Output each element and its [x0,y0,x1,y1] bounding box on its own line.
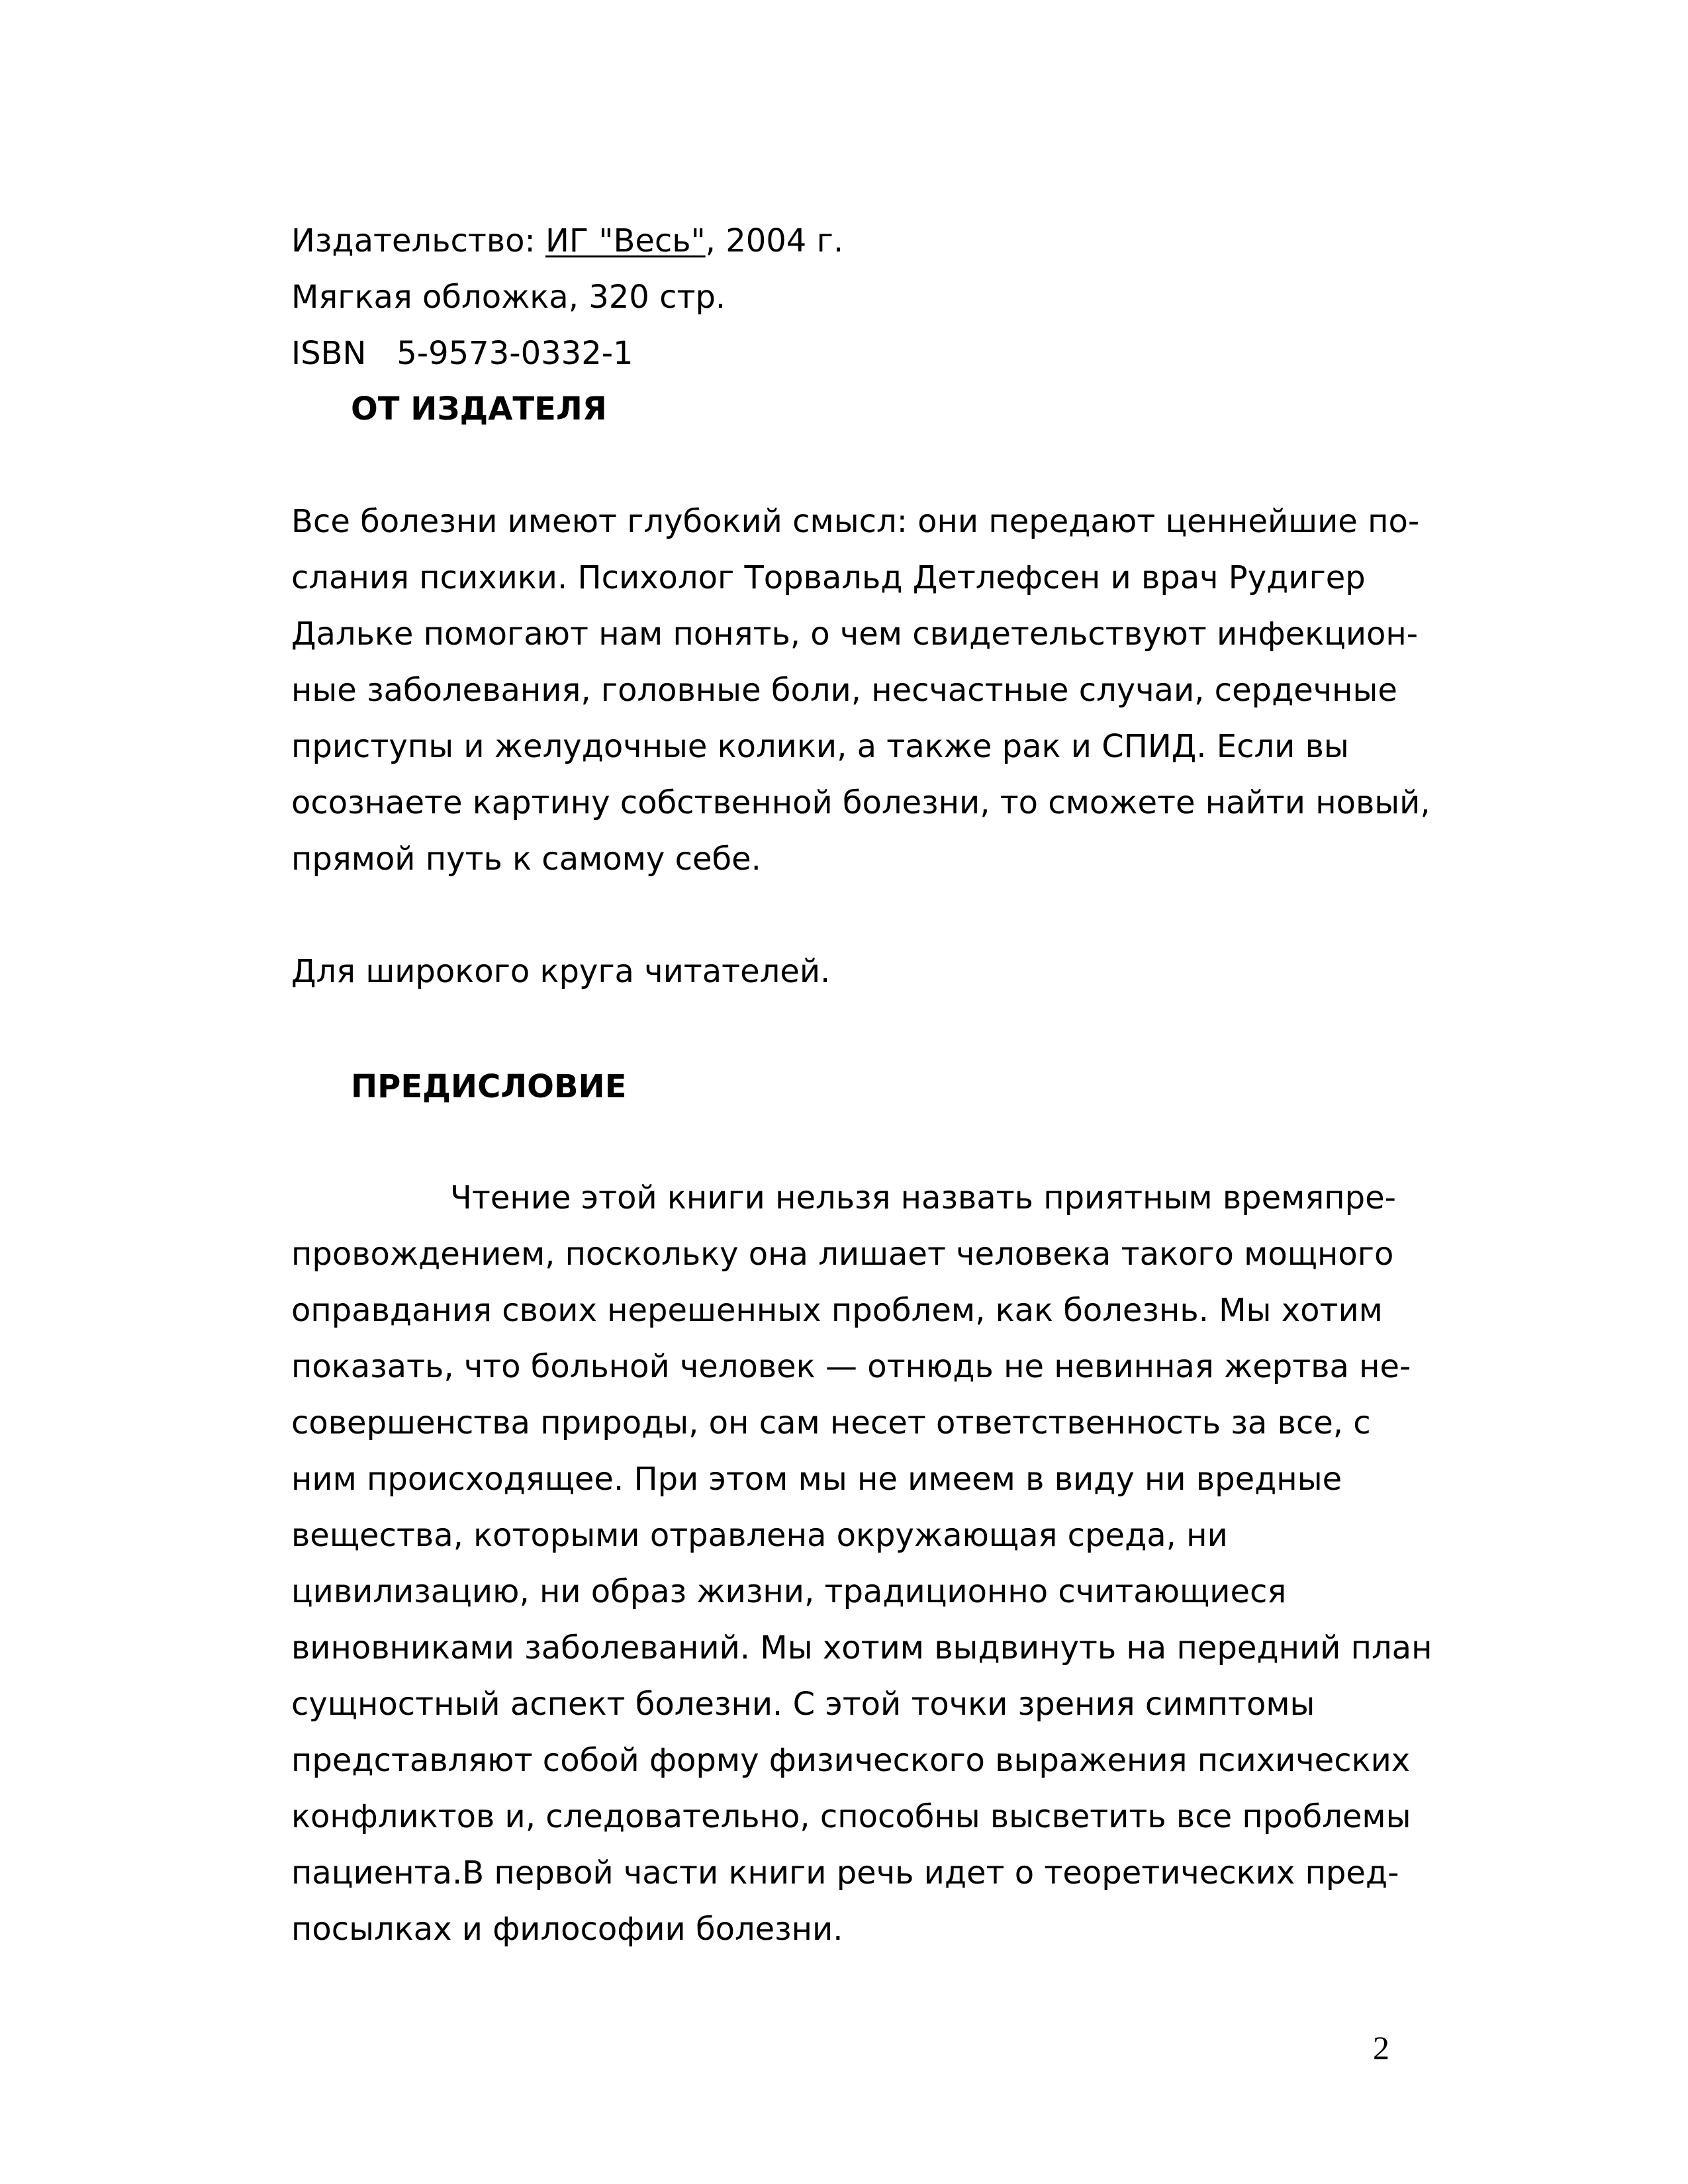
cover-pages-line: Мягкая обложка, 320 стр. [291,279,726,316]
from-publisher-paragraph [291,494,1430,887]
paragraph-line: провождением, поскольку она лишает человека такого мощного [291,1236,1394,1273]
paragraph-line: совершенства природы, он сам несет ответственность за все, с [291,1404,1371,1441]
paragraph-line: ним происходящее. При этом мы не имеем в виду ни вредные [291,1461,1342,1498]
paragraph-line: Чтение этой книги нельзя назвать приятным времяпре- [450,1179,1396,1216]
paragraph-line: прямой путь к самому себе. [291,841,761,878]
preface-paragraph [291,1170,1430,1958]
paragraph-line: сущностный аспект болезни. С этой точки зрения симптомы [291,1686,1315,1723]
paragraph-line: посылках и философии болезни. [291,1911,843,1948]
paragraph-line: Дальке помогают нам понять, о чем свидетельствуют инфекцион- [291,615,1419,653]
publisher-line [291,213,1430,269]
audience-paragraph [291,944,1430,1000]
publisher-info [291,213,1430,382]
paragraph-line: оправдания своих нерешенных проблем, как болезнь. Мы хотим [291,1292,1383,1329]
paragraph-line: вещества, которыми отравлена окружающая среда, ни [291,1517,1228,1554]
audience-line: Для широкого круга читателей. [291,953,831,990]
from-publisher-heading: ОТ ИЗДАТЕЛЯ [351,390,607,428]
paragraph-line: осознаете картину собственной болезни, то сможете найти новый, [291,784,1430,821]
isbn-line: ISBN 5-9573-0332-1 [291,335,633,372]
publisher-label: Издательство: [291,222,545,259]
preface-heading: ПРЕДИСЛОВИЕ [351,1068,627,1105]
paragraph-line: виновниками заболеваний. Мы хотим выдвинуть на передний план [291,1629,1432,1666]
paragraph-line: приступы и желудочные колики, а также рак и СПИД. Если вы [291,728,1349,765]
paragraph-line: представляют собой форму физического выражения психических [291,1742,1411,1779]
paragraph-line: слания психики. Психолог Торвальд Детлефсен и врач Рудигер [291,559,1366,596]
paragraph-line: пациента.В первой части книги речь идет о теоретических пред- [291,1854,1399,1891]
publisher-year: , 2004 г. [705,222,844,259]
publisher-link[interactable]: ИГ "Весь" [545,222,706,259]
paragraph-line: ные заболевания, головные боли, несчастные случаи, сердечные [291,672,1397,709]
paragraph-line: Все болезни имеют глубокий смысл: они передают ценнейшие по- [291,503,1420,540]
page-number: 2 [1373,2029,1389,2066]
paragraph-line: цивилизацию, ни образ жизни, традиционно считающиеся [291,1573,1287,1610]
paragraph-line: показать, что больной человек — отнюдь не невинная жертва не- [291,1348,1411,1385]
paragraph-line: конфликтов и, следовательно, способны высветить все проблемы [291,1798,1411,1835]
